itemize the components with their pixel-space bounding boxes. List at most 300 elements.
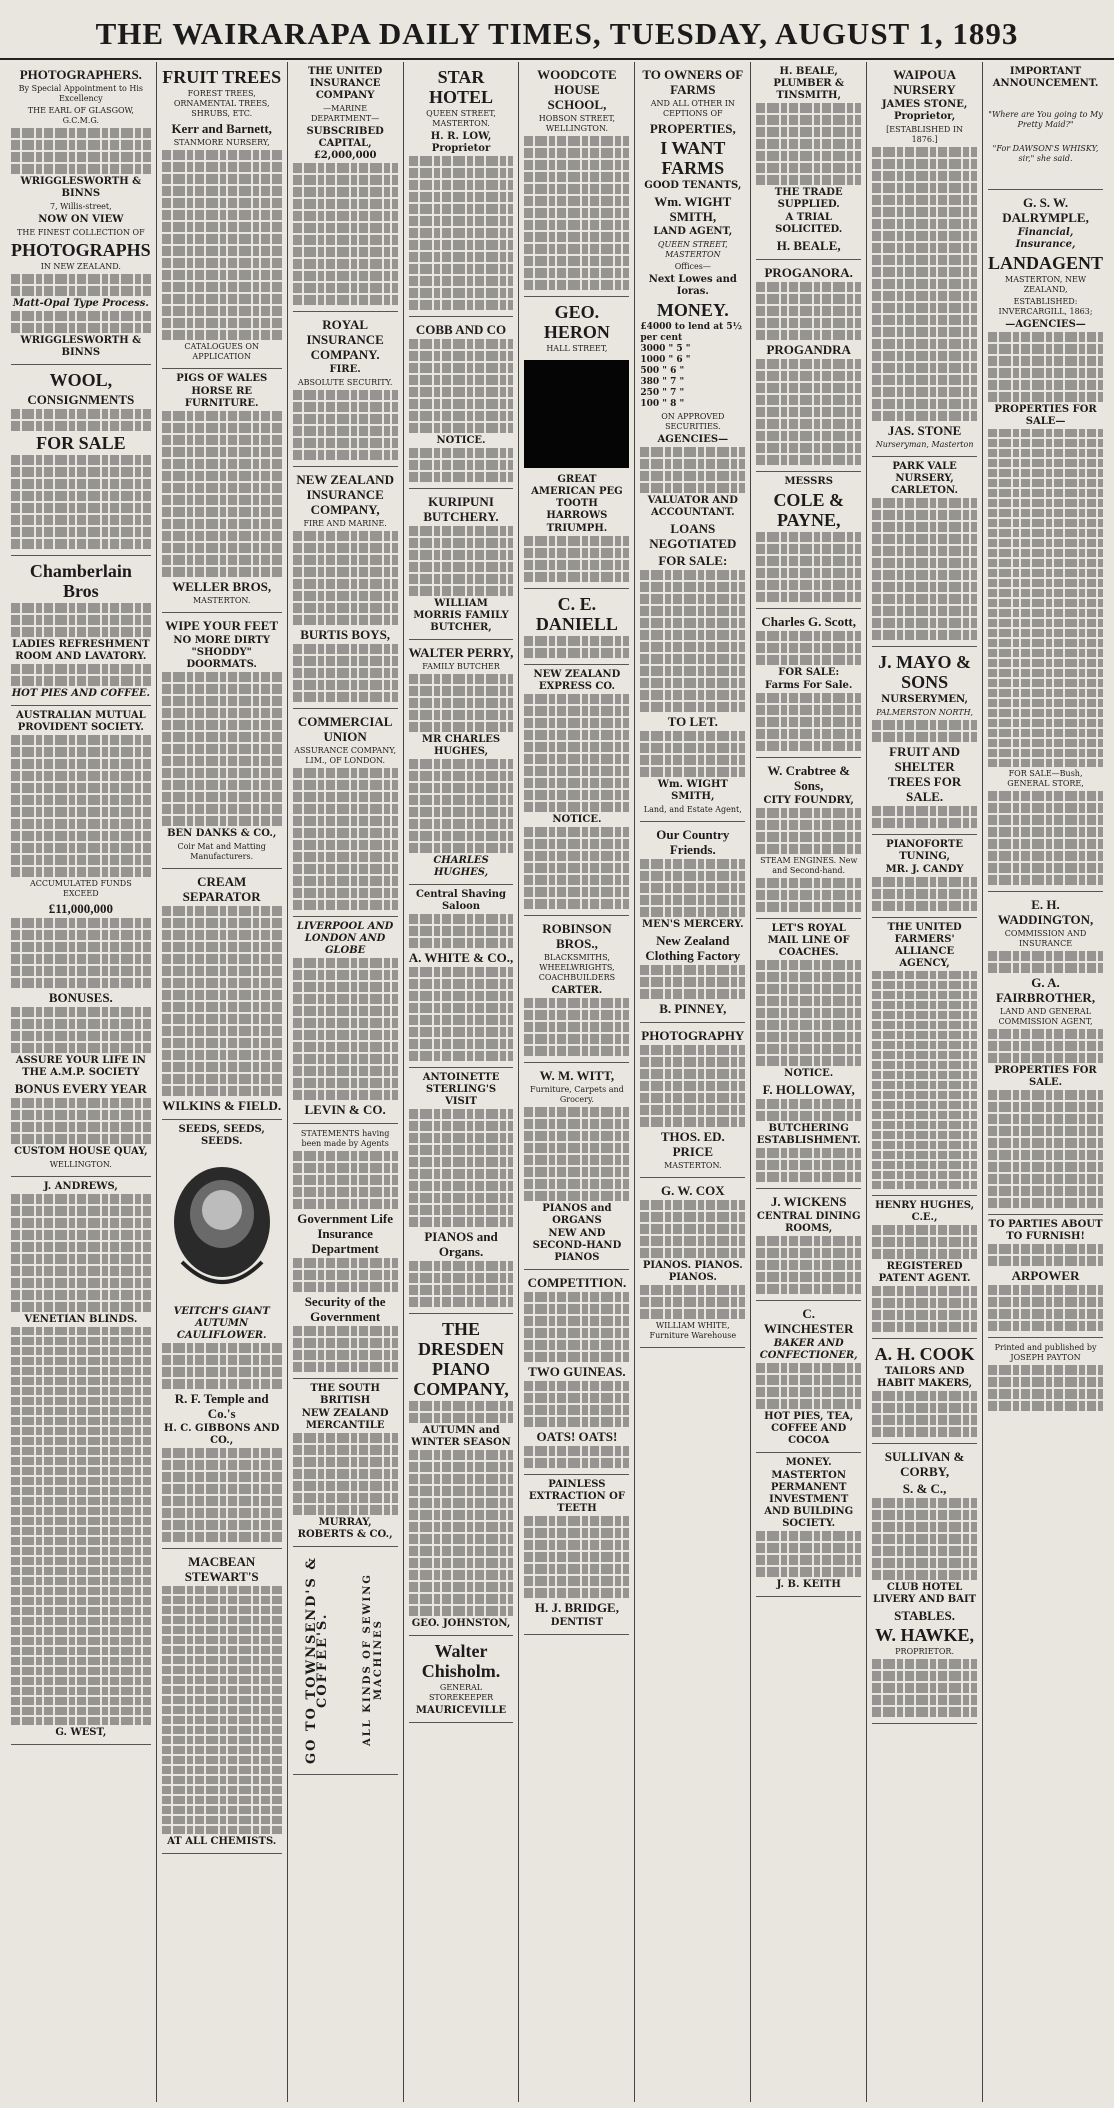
text-lines bbox=[872, 498, 977, 640]
ad-cream-separator bbox=[162, 869, 282, 1120]
ad-heading: ANTOINETTE STERLING'S VISIT bbox=[422, 1072, 500, 1107]
ad-text: ASSURANCE COMPANY, LIM., OF LONDON. bbox=[294, 746, 396, 765]
ad-heading: LEVIN & CO. bbox=[304, 1102, 386, 1117]
ad-heading: WELLER BROS, bbox=[172, 579, 272, 594]
ad-heading: Matt-Opal Type Process. bbox=[12, 298, 149, 309]
text-lines bbox=[11, 409, 151, 431]
loan-line: 500 " 6 " bbox=[640, 366, 685, 376]
ad-nz-insurance bbox=[293, 467, 398, 709]
ad-heading: VALUATOR AND ACCOUNTANT. bbox=[647, 495, 738, 518]
ad-heading: GEO. HERON bbox=[543, 302, 610, 342]
text-lines bbox=[872, 877, 977, 911]
ad-heading: J. ANDREWS, bbox=[43, 1181, 118, 1192]
ad-text: THE FINEST COLLECTION OF bbox=[17, 228, 145, 237]
text-lines bbox=[524, 694, 629, 812]
ad-wight-smith bbox=[640, 62, 745, 822]
text-lines bbox=[872, 1391, 977, 1437]
ad-text: GENERAL STOREKEEPER bbox=[428, 1683, 494, 1702]
text-lines bbox=[756, 960, 861, 1066]
ad-heading: HOT PIES AND COFFEE. bbox=[11, 688, 150, 699]
ad-text: CATALOGUES ON APPLICATION bbox=[184, 342, 259, 361]
ad-heading: Chamberlain Bros bbox=[29, 561, 132, 601]
ad-heading: W. Crabtree & Sons, bbox=[767, 763, 851, 793]
text-lines bbox=[524, 1446, 629, 1468]
masthead bbox=[0, 0, 1114, 60]
ad-heading: NEW ZEALAND EXPRESS CO. bbox=[533, 669, 621, 692]
ad-text: By Special Appointment to His Excellency bbox=[18, 84, 144, 103]
ad-heading: KURIPUNI BUTCHERY. bbox=[423, 494, 499, 524]
text-lines bbox=[293, 1151, 398, 1209]
ad-heading: COLE & PAYNE, bbox=[773, 490, 844, 530]
ad-heading: C. E. DANIELL bbox=[535, 594, 618, 634]
ad-heading: CREAM SEPARATOR bbox=[182, 874, 261, 904]
text-lines bbox=[872, 1286, 977, 1332]
ad-heading: PAINLESS EXTRACTION OF TEETH bbox=[528, 1479, 625, 1514]
ad-witt bbox=[524, 1063, 629, 1270]
ad-text: Nurseryman, Masterton bbox=[875, 440, 974, 449]
ad-text: ACCUMULATED FUNDS EXCEED bbox=[30, 879, 132, 898]
ad-heading: H. C. GIBBONS AND CO., bbox=[163, 1423, 280, 1446]
text-lines bbox=[988, 1029, 1103, 1063]
ad-macbean bbox=[162, 1549, 282, 1854]
ad-text: PROPRIETOR. bbox=[895, 1647, 954, 1656]
ad-nz-express bbox=[524, 665, 629, 916]
ad-doormats bbox=[162, 613, 282, 869]
text-lines bbox=[756, 282, 861, 340]
ad-heading: AUSTRALIAN MUTUAL PROVIDENT SOCIETY. bbox=[15, 710, 146, 733]
ad-heading: FIRE. bbox=[329, 364, 361, 375]
ad-text: Offices— bbox=[674, 262, 711, 271]
text-lines bbox=[409, 674, 514, 732]
ad-text: WELLINGTON. bbox=[49, 1160, 112, 1169]
ad-heading: CITY FOUNDRY, bbox=[763, 795, 854, 806]
ad-andrews bbox=[11, 1177, 151, 1745]
ad-heading: PIGS OF WALES bbox=[176, 373, 268, 384]
ad-amp-society bbox=[11, 706, 151, 1177]
text-lines bbox=[988, 1285, 1103, 1331]
text-lines bbox=[162, 672, 282, 826]
printer-imprint: Printed and published by JOSEPH PAYTON bbox=[994, 1343, 1097, 1362]
ad-text: QUEEN STREET, MASTERTON. bbox=[426, 109, 496, 128]
ad-heading: Kerr and Barnett, bbox=[171, 121, 272, 136]
ad-heading: LIVERPOOL AND LONDON AND GLOBE bbox=[296, 921, 394, 956]
ad-text: ON APPROVED SECURITIES. bbox=[661, 412, 725, 431]
ad-chamberlain bbox=[11, 556, 151, 706]
loan-line: 250 " 7 " bbox=[640, 388, 685, 398]
ad-heading: A. WHITE & CO., bbox=[408, 950, 514, 965]
ad-text: QUEEN STREET, MASTERTON bbox=[657, 240, 728, 259]
ad-competition bbox=[524, 1270, 629, 1475]
ad-heading: JAS. STONE bbox=[887, 423, 962, 438]
ad-heading: G. WEST, bbox=[55, 1727, 107, 1738]
column-2 bbox=[157, 62, 288, 2102]
ad-heading: THE DRESDEN PIANO COMPANY, bbox=[413, 1319, 509, 1399]
ad-text: STATEMENTS having been made by Agents bbox=[300, 1129, 390, 1148]
ad-heading: STAR HOTEL bbox=[429, 67, 494, 107]
ad-heading: H. J. BRIDGE, bbox=[534, 1600, 619, 1615]
text-lines bbox=[524, 1381, 629, 1427]
text-lines bbox=[988, 791, 1103, 885]
ad-heading: Next Lowes and Ioras. bbox=[648, 274, 737, 297]
ad-text: LAND AND GENERAL COMMISSION AGENT, bbox=[998, 1007, 1093, 1026]
ad-heading: THE UNITED FARMERS' ALLIANCE AGENCY, bbox=[887, 922, 962, 969]
columns bbox=[6, 62, 1108, 2102]
ad-cole-payne bbox=[756, 472, 861, 609]
ad-wickens bbox=[756, 1189, 861, 1301]
ad-united-insurance bbox=[293, 62, 398, 312]
ad-heading: CUSTOM HOUSE QUAY, bbox=[14, 1146, 148, 1157]
ad-heading: MESSRS bbox=[784, 476, 833, 487]
ad-heading: CARTER. bbox=[551, 985, 603, 996]
ad-text: MASTERTON. bbox=[192, 596, 251, 605]
text-lines bbox=[988, 1365, 1103, 1411]
ad-heading: THE TRADE SUPPLIED. bbox=[774, 187, 843, 210]
ad-hughes bbox=[872, 1196, 977, 1339]
text-lines bbox=[11, 311, 151, 333]
text-lines bbox=[293, 390, 398, 460]
ad-cox bbox=[640, 1178, 745, 1348]
ad-text: THE EARL OF GLASGOW, G.C.M.G. bbox=[27, 106, 134, 125]
text-lines bbox=[524, 636, 629, 658]
text-lines bbox=[11, 603, 151, 637]
ad-piano-tuning bbox=[872, 835, 977, 918]
ad-text: FAMILY BUTCHER bbox=[422, 662, 500, 671]
ad-important bbox=[988, 62, 1103, 190]
ad-heading: PROGANORA. bbox=[764, 265, 853, 280]
ad-text: HOBSON STREET, WELLINGTON. bbox=[538, 114, 616, 133]
ad-heading: PHOTOGRAPHS bbox=[11, 240, 151, 260]
ad-heading: HENRY HUGHES, C.E., bbox=[875, 1200, 975, 1223]
ad-dalrymple bbox=[988, 190, 1103, 892]
ad-heading: £11,000,000 bbox=[48, 901, 113, 916]
ad-heading: PIANOFORTE TUNING, bbox=[886, 839, 963, 862]
ad-text: HALL STREET, bbox=[546, 344, 608, 353]
text-lines bbox=[409, 448, 514, 482]
text-lines bbox=[988, 951, 1103, 973]
ad-woodcote bbox=[524, 62, 629, 297]
ad-text: 7, Willis-street, bbox=[50, 202, 112, 211]
text-lines bbox=[524, 136, 629, 290]
ad-heading: J. B. KEITH bbox=[776, 1579, 841, 1590]
ad-robinson bbox=[524, 916, 629, 1063]
ad-heading: Charles G. Scott, bbox=[761, 614, 856, 629]
text-lines bbox=[988, 1244, 1103, 1266]
ad-heading: COMMERCIAL UNION bbox=[297, 714, 393, 744]
text-lines bbox=[162, 411, 282, 577]
ad-heading: R. F. Temple and Co.'s bbox=[174, 1391, 269, 1421]
ad-furnish bbox=[988, 1215, 1103, 1338]
text-lines bbox=[524, 1292, 629, 1362]
text-lines bbox=[640, 1045, 745, 1127]
ad-heading: HOT PIES, TEA, COFFEE AND COCOA bbox=[764, 1411, 854, 1446]
ad-heading: B. PINNEY, bbox=[659, 1001, 727, 1016]
ad-heading: CENTRAL DINING ROOMS, bbox=[756, 1211, 861, 1234]
ad-walter-perry bbox=[409, 640, 514, 885]
text-lines bbox=[756, 1531, 861, 1577]
ad-heading: New Zealand Clothing Factory bbox=[645, 933, 741, 963]
text-lines bbox=[11, 1098, 151, 1144]
ad-royal-insurance bbox=[293, 312, 398, 467]
ad-heading: PARK VALE NURSERY, CARLETON. bbox=[891, 461, 958, 496]
text-lines bbox=[11, 918, 151, 988]
ad-waipoua bbox=[872, 62, 977, 457]
ad-sullivan-corby bbox=[872, 1444, 977, 1724]
text-lines bbox=[11, 128, 151, 174]
ad-coaches bbox=[756, 919, 861, 1189]
ad-heading: MR CHARLES HUGHES, bbox=[421, 734, 501, 757]
column-6 bbox=[635, 62, 751, 2102]
ad-proganora bbox=[756, 260, 861, 472]
text-lines bbox=[11, 735, 151, 877]
column-5 bbox=[519, 62, 635, 2102]
ad-heading: PIANOS and ORGANS bbox=[542, 1203, 612, 1226]
ad-heading: C. WINCHESTER bbox=[763, 1306, 854, 1336]
ad-farmers-alliance bbox=[872, 918, 977, 1196]
column-9 bbox=[983, 62, 1108, 2102]
ad-text: AND ALL OTHER IN CEPTIONS OF bbox=[650, 99, 735, 118]
ad-heading: CONSIGNMENTS bbox=[27, 392, 135, 407]
ad-heading: WAIPOUA NURSERY bbox=[893, 67, 956, 97]
text-lines bbox=[162, 1448, 282, 1542]
text-lines bbox=[756, 359, 861, 465]
ad-heading: MAURICEVILLE bbox=[415, 1705, 507, 1716]
ad-text: Coir Mat and Matting Manufacturers. bbox=[177, 842, 266, 861]
ad-text: [ESTABLISHED IN 1876.] bbox=[886, 125, 964, 144]
ad-heading: J. MAYO & SONS bbox=[878, 652, 971, 692]
ad-cook bbox=[872, 1339, 977, 1444]
ad-heading: NOTICE. bbox=[552, 814, 602, 825]
text-lines bbox=[756, 1236, 861, 1294]
text-lines bbox=[409, 1109, 514, 1227]
loan-line: £4000 to lend at 5½ per cent bbox=[640, 322, 742, 343]
column-8 bbox=[867, 62, 983, 2102]
ad-text: COMMISSION AND INSURANCE bbox=[1004, 929, 1087, 948]
ad-heading: FOR SALE: bbox=[778, 667, 840, 678]
text-lines bbox=[11, 1007, 151, 1053]
text-lines bbox=[640, 1285, 745, 1319]
ad-heading: WILKINS & FIELD. bbox=[162, 1098, 282, 1113]
ad-heading: COBB AND CO bbox=[415, 322, 507, 337]
ad-fruit-trees bbox=[162, 62, 282, 369]
text-lines bbox=[293, 958, 398, 1100]
ad-text: —MARINE DEPARTMENT— bbox=[311, 104, 380, 123]
ad-heading: MONEY. bbox=[785, 1457, 832, 1468]
ad-waddington bbox=[988, 892, 1103, 1215]
ad-heading: STABLES. bbox=[894, 1608, 955, 1623]
ad-heading: REGISTERED PATENT AGENT. bbox=[878, 1261, 971, 1284]
ad-heading: LET'S ROYAL MAIL LINE OF COACHES. bbox=[767, 923, 850, 958]
text-lines bbox=[872, 1659, 977, 1717]
loan-line: 3000 " 5 " bbox=[640, 344, 691, 354]
ad-heading: WALTER PERRY, bbox=[408, 645, 514, 660]
column-7 bbox=[751, 62, 867, 2102]
ad-heading: FOR SALE bbox=[36, 433, 126, 453]
ad-heading: BEN DANKS & CO., bbox=[167, 828, 277, 839]
ad-heading: WOODCOTE HOUSE SCHOOL, bbox=[537, 67, 617, 112]
ad-heading: ARPOWER bbox=[1011, 1268, 1080, 1283]
text-lines bbox=[293, 531, 398, 625]
ad-heading: IMPORTANT ANNOUNCEMENT. bbox=[992, 66, 1099, 89]
ad-heading: AGENCIES— bbox=[657, 434, 729, 445]
text-lines bbox=[11, 274, 151, 296]
ad-heading: G. S. W. DALRYMPLE, bbox=[1002, 195, 1089, 225]
text-lines bbox=[524, 1516, 629, 1598]
ad-heading: FOR SALE: bbox=[658, 553, 728, 568]
ad-heading: F. HOLLOWAY, bbox=[762, 1082, 855, 1097]
ad-text: FIRE AND MARINE. bbox=[303, 519, 387, 528]
ad-park-vale bbox=[872, 457, 977, 647]
ad-heading: H. BEALE, PLUMBER & TINSMITH, bbox=[773, 66, 845, 101]
ad-photographers bbox=[11, 62, 151, 365]
ad-heading: OATS! OATS! bbox=[536, 1429, 618, 1444]
ad-heading: TRIUMPH. bbox=[546, 523, 608, 534]
ad-text: Land, and Estate Agent, bbox=[643, 805, 742, 814]
ad-heading: TAILORS AND HABIT MAKERS, bbox=[877, 1366, 973, 1389]
ad-cobb bbox=[409, 317, 514, 489]
ad-heading: VEITCH'S GIANT AUTUMN CAULIFLOWER. bbox=[173, 1306, 270, 1341]
ad-heading: NEW ZEALAND INSURANCE COMPANY, bbox=[296, 472, 394, 517]
ad-heading: SEEDS, SEEDS, SEEDS. bbox=[178, 1124, 265, 1147]
ad-heading: NOTICE. bbox=[436, 435, 486, 446]
loan-amounts bbox=[640, 322, 745, 410]
ad-heading: H. BEALE, bbox=[776, 238, 841, 253]
ad-heading: Wm. WIGHT SMITH, bbox=[657, 779, 728, 802]
ad-heading: FRUIT TREES bbox=[162, 67, 282, 87]
text-lines bbox=[988, 1090, 1103, 1208]
ad-heading: MACBEAN STEWART'S bbox=[184, 1554, 259, 1584]
ad-heading: Farms For Sale. bbox=[765, 680, 853, 691]
text-lines bbox=[872, 971, 977, 1189]
ad-heading: LOANS NEGOTIATED bbox=[649, 521, 737, 551]
ad-heading: ROYAL INSURANCE COMPANY. bbox=[306, 317, 384, 362]
ad-heading: H. R. LOW, Proprietor bbox=[430, 131, 492, 154]
ad-beale bbox=[756, 62, 861, 260]
ad-heading: LANDAGENT bbox=[988, 253, 1104, 273]
imprint bbox=[988, 1338, 1103, 1417]
text-lines bbox=[872, 1225, 977, 1259]
ad-heading: Wm. WIGHT SMITH, bbox=[654, 194, 732, 224]
text-lines bbox=[640, 447, 745, 493]
ad-heading: GEO. JOHNSTON, bbox=[411, 1618, 511, 1629]
ad-crabtree bbox=[756, 758, 861, 919]
cauliflower-illustration bbox=[162, 1152, 282, 1302]
text-lines bbox=[640, 965, 745, 999]
ad-weller bbox=[162, 369, 282, 613]
text-lines bbox=[162, 906, 282, 1096]
text-lines bbox=[293, 1433, 398, 1515]
ad-text: STANMORE NURSERY, bbox=[173, 138, 270, 147]
text-lines bbox=[409, 759, 514, 853]
ad-heading: HORSE RE FURNITURE. bbox=[184, 386, 259, 409]
ad-text: Furniture, Carpets and Grocery. bbox=[530, 1085, 624, 1104]
ad-heading: I WANT FARMS bbox=[660, 138, 726, 178]
loan-line: 380 " 7 " bbox=[640, 377, 685, 387]
ad-heading: LADIES REFRESHMENT ROOM AND LAVATORY. bbox=[12, 639, 150, 662]
ad-heading: A. H. COOK bbox=[874, 1344, 975, 1364]
text-lines bbox=[524, 1107, 629, 1201]
ad-kuripuni bbox=[409, 489, 514, 640]
ad-text: WILLIAM WHITE, Furniture Warehouse bbox=[649, 1321, 737, 1340]
ad-south-british bbox=[293, 1379, 398, 1547]
ad-heading: THE SOUTH BRITISH bbox=[310, 1383, 380, 1406]
ad-chisholm bbox=[409, 1636, 514, 1723]
ad-heading: Our Country Friends. bbox=[656, 827, 730, 857]
text-lines bbox=[11, 455, 151, 549]
text-lines bbox=[409, 1261, 514, 1307]
ad-heading: GOOD TENANTS, bbox=[644, 180, 742, 191]
ad-heading: NURSERYMEN, bbox=[881, 694, 968, 705]
ad-winchester bbox=[756, 1301, 861, 1453]
ad-heading: NO MORE DIRTY "SHODDY" DOORMATS. bbox=[173, 635, 270, 670]
ad-heading: W. HAWKE, bbox=[875, 1625, 975, 1645]
ad-heading: PROPERTIES FOR SALE. bbox=[994, 1065, 1097, 1088]
text-lines bbox=[756, 1363, 861, 1409]
ad-heading: THOS. ED. PRICE bbox=[660, 1129, 725, 1159]
ad-heading: PIANOS. PIANOS. PIANOS. bbox=[642, 1260, 743, 1283]
ad-heading: Security of the Government bbox=[304, 1294, 386, 1324]
ad-heading: —AGENCIES— bbox=[1005, 319, 1086, 330]
text-lines bbox=[872, 720, 977, 742]
ad-heading: JAMES STONE, Proprietor, bbox=[881, 99, 968, 122]
ad-heading: ASSURE YOUR LIFE IN THE A.M.P. SOCIETY bbox=[15, 1055, 146, 1078]
ad-text: PALMERSTON NORTH, bbox=[876, 708, 974, 717]
ad-star-hotel bbox=[409, 62, 514, 317]
ad-text: BLACKSMITHS, WHEELWRIGHTS, COACHBUILDERS bbox=[538, 953, 616, 982]
text-lines bbox=[756, 103, 861, 185]
newspaper-title: THE WAIRARAPA DAILY TIMES, TUESDAY, AUGUST 1, 1893 bbox=[95, 16, 1019, 51]
text-lines bbox=[756, 808, 861, 854]
ad-heading: LAND AGENT, bbox=[653, 226, 733, 237]
ad-heading: SUBSCRIBED CAPITAL, £2,000,000 bbox=[306, 126, 384, 161]
ad-heading: MONEY. bbox=[656, 300, 729, 320]
ad-heading: Financial, Insurance, bbox=[1015, 227, 1076, 250]
text-lines bbox=[640, 859, 745, 917]
ad-townsend bbox=[293, 1547, 398, 1775]
ad-heading: Walter Chisholm. bbox=[421, 1641, 501, 1681]
ad-heading: PIANOS and Organs. bbox=[424, 1229, 498, 1259]
text-lines bbox=[293, 768, 398, 910]
ad-heading: WRIGGLESWORTH & BINNS bbox=[20, 335, 142, 358]
ad-country-friends bbox=[640, 822, 745, 1023]
ad-heading: BURTIS BOYS, bbox=[300, 627, 391, 642]
ad-liverpool bbox=[293, 917, 398, 1124]
vertical-ad-text: ALL KINDS OF SEWING MACHINES bbox=[361, 1573, 384, 1747]
text-lines bbox=[872, 1498, 977, 1580]
ad-heading: NOW ON VIEW bbox=[38, 214, 124, 225]
ad-shaving-saloon bbox=[409, 885, 514, 1068]
ad-heading: BONUSES. bbox=[48, 990, 113, 1005]
ad-seeds bbox=[162, 1120, 282, 1549]
ad-photography bbox=[640, 1023, 745, 1178]
text-lines bbox=[293, 163, 398, 305]
column-4 bbox=[404, 62, 520, 2102]
ad-heading: J. WICKENS bbox=[770, 1194, 847, 1209]
ad-heading: Central Shaving Saloon bbox=[415, 889, 507, 912]
ad-heading: WIPE YOUR FEET bbox=[165, 618, 279, 633]
text-lines bbox=[756, 1148, 861, 1182]
text-lines bbox=[293, 1326, 398, 1372]
text-lines bbox=[756, 878, 861, 912]
vertical-ad-text: GO TO TOWNSEND'S & COFFEE'S. bbox=[304, 1555, 331, 1765]
text-lines bbox=[409, 1450, 514, 1616]
ad-heading: PHOTOGRAPHY bbox=[641, 1028, 745, 1043]
ad-heading: TWO GUINEAS. bbox=[528, 1364, 626, 1379]
ad-heron bbox=[524, 297, 629, 589]
loan-line: 100 " 8 " bbox=[640, 399, 685, 409]
text-lines bbox=[162, 1586, 282, 1834]
ad-dentist bbox=[524, 1475, 629, 1635]
ad-heading: Government Life Insurance Department bbox=[297, 1211, 393, 1256]
